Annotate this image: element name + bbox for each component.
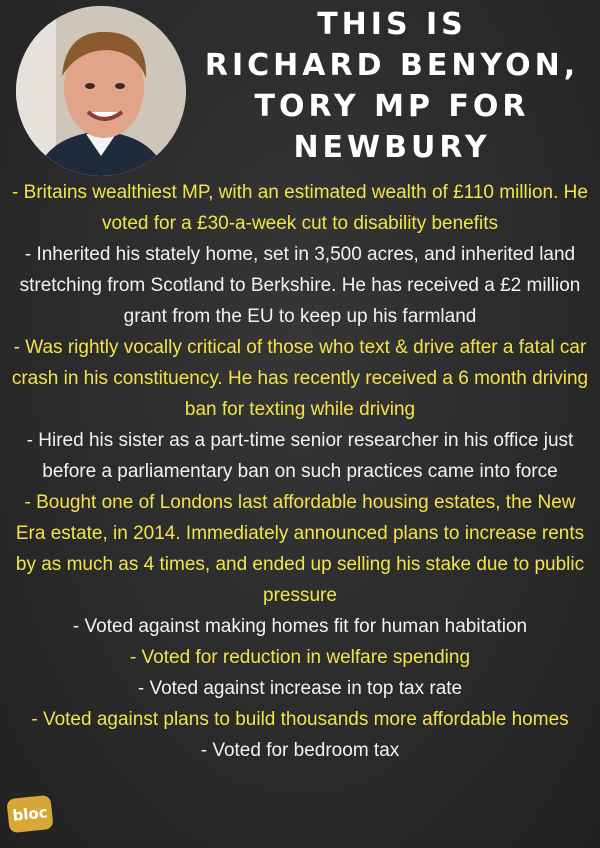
bloc-logo: bloc [6,795,53,833]
fact-item: - Bought one of Londons last affordable housing estates, the New Era estate, in 2014. Immediately announced plans to increase rents by as much as 4 times, and ended up selling his stake due to public pressure [15,492,585,606]
portrait-image [16,6,186,176]
fact-item: - Voted for bedroom tax [200,740,400,761]
fact-item: - Britains wealthiest MP, with an estimated wealth of £110 million. He voted for a £30-a-week cut to disability benefits [12,182,588,234]
fact-item: - Hired his sister as a part-time senior researcher in his office just before a parliamentary ban on such practices came into force [26,430,574,482]
title-line: TORY MP FOR [254,89,530,124]
facts-list [8,177,592,766]
fact-item: - Voted against plans to build thousands more affordable homes [31,709,569,730]
title-line: THIS IS [317,7,467,42]
fact-item: - Inherited his stately home, set in 3,500 acres, and inherited land stretching from Scotland to Berkshire. He has received a £2 million grant from the EU to keep up his farmland [19,244,581,327]
title-line: RICHARD BENYON, [204,48,580,83]
portrait-photo [16,6,186,176]
page-title [186,4,598,168]
fact-item: - Voted against increase in top tax rate [137,678,463,699]
fact-item: - Voted against making homes fit for human habitation [72,616,528,637]
fact-item: - Was rightly vocally critical of those who text & drive after a fatal car crash in his constituency. He has recently received a 6 month driving ban for texting while driving [11,337,589,420]
fact-item: - Voted for reduction in welfare spending [129,647,471,668]
title-line: NEWBURY [293,130,491,165]
